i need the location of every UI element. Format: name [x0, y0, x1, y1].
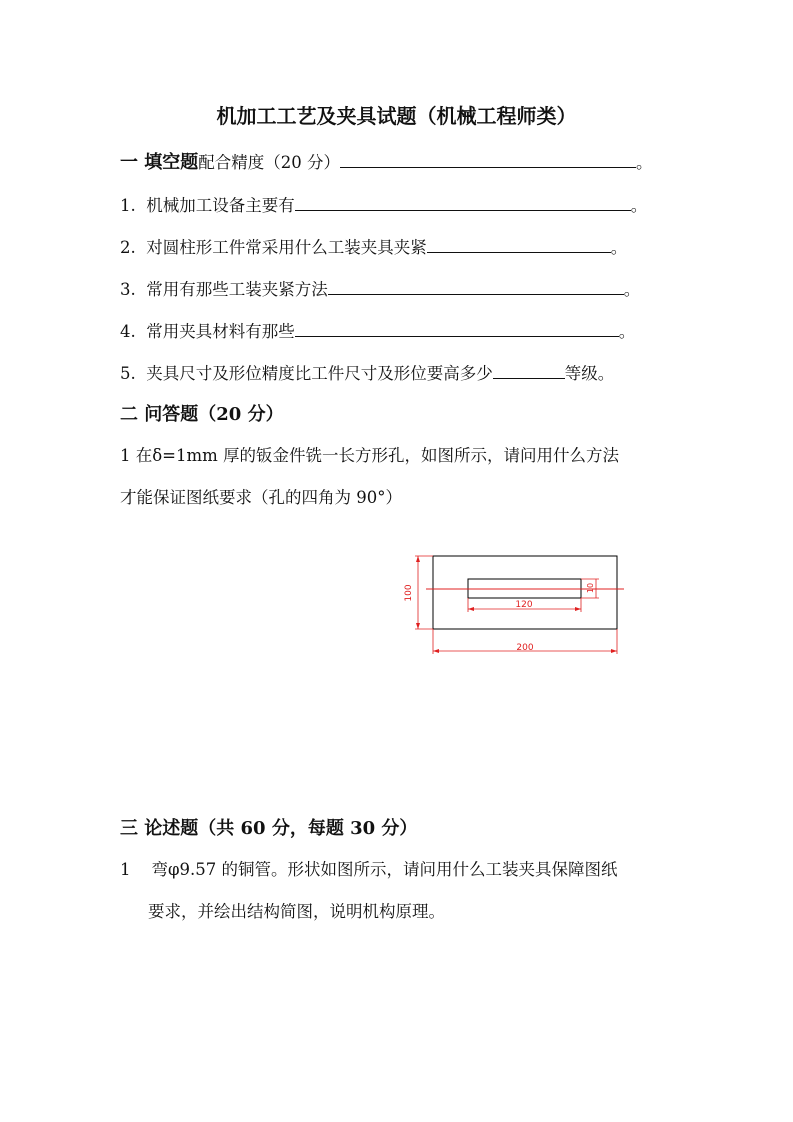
section1-heading-line: [120, 148, 653, 174]
item-number: 4.: [120, 322, 136, 341]
question-item-3: [120, 276, 640, 300]
q1-text-line1: 弯φ9.57 的铜管。形状如图所示，请问用什么工装夹具保障图纸: [151, 860, 618, 879]
answer-blank-3: [328, 277, 624, 295]
question-item-1: [120, 192, 647, 216]
slot-length-label: 120: [515, 600, 533, 610]
item-number: 5.: [120, 364, 136, 383]
item-number: 3.: [120, 280, 136, 299]
height-dim-label: 100: [404, 584, 414, 602]
arrow-right: [575, 607, 581, 611]
section1-heading: 一 填空题: [120, 152, 199, 173]
question-item-5: [120, 360, 614, 384]
item-end: 。: [623, 280, 641, 299]
slot-width-label: 10: [586, 582, 595, 594]
answer-blank-4: [295, 319, 619, 337]
answer-blank-5: [493, 361, 565, 379]
arrow-down: [416, 623, 420, 629]
answer-blank-intro: [340, 150, 636, 168]
item-end: 。: [610, 238, 628, 257]
q1-number: 1: [120, 860, 131, 879]
item-end: 。: [618, 322, 636, 341]
question-item-4: [120, 318, 635, 342]
section1-intro-end: 。: [636, 153, 653, 172]
width-dim-label: 200: [516, 643, 534, 653]
item-end: 。: [630, 196, 648, 215]
section3-question-line2: 要求，并绘出结构简图，说明机构原理。: [148, 902, 445, 921]
section3-question-line1: [120, 856, 618, 880]
item-text: 常用有那些工装夹紧方法: [146, 280, 328, 299]
item-text: 常用夹具材料有那些: [146, 322, 295, 341]
answer-blank-2: [427, 235, 611, 253]
item-text: 夹具尺寸及形位精度比工件尺寸及形位要高多少: [146, 364, 493, 383]
question-item-2: [120, 234, 627, 258]
section2-heading: 二 问答题（20 分）: [120, 404, 284, 425]
section2-question-line1: 1 在δ=1mm 厚的钣金件铣一长方形孔，如图所示，请问用什么方法: [120, 446, 620, 465]
item-text: 对圆柱形工件常采用什么工装夹具夹紧: [146, 238, 427, 257]
slot-drawing: [396, 546, 628, 658]
item-number: 2.: [120, 238, 136, 257]
item-text: 机械加工设备主要有: [146, 196, 295, 215]
arrow-right: [611, 649, 617, 653]
arrow-up: [416, 556, 420, 562]
section3-heading: 三 论述题（共 60 分，每题 30 分）: [120, 818, 418, 839]
arrow-left: [468, 607, 474, 611]
section1-intro-text: 配合精度（20 分）: [198, 153, 341, 172]
item-number: 1.: [120, 196, 136, 215]
answer-blank-1: [295, 193, 631, 211]
arrow-left: [433, 649, 439, 653]
section2-question-line2: 才能保证图纸要求（孔的四角为 90°）: [120, 488, 402, 507]
page-title: 机加工工艺及夹具试题（机械工程师类）: [216, 104, 577, 128]
item-end: 等级。: [564, 364, 615, 383]
